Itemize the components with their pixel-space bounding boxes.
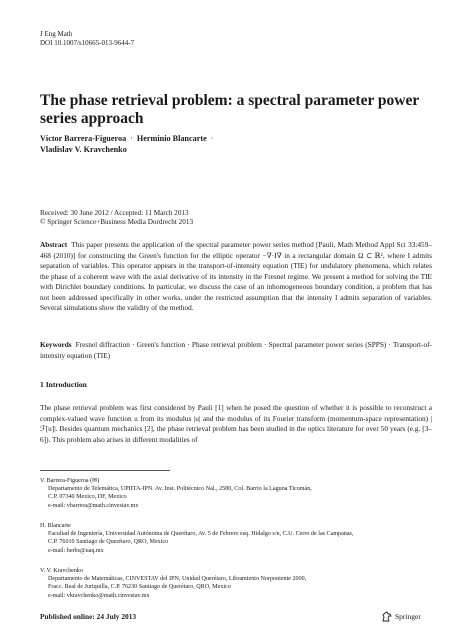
keywords-text: Fresnel diffraction · Green's function · Phase retrieval problem · Spectral parameter power series (SPPS) · Transport-of-intensity equation (TIE) — [40, 340, 432, 360]
author-3: Vladislav V. Kravchenko — [40, 145, 127, 154]
affiliation-2 — [40, 522, 440, 555]
doi[interactable]: DOI 10.1007/s10665-013-9644-7 — [40, 39, 135, 47]
affiliation-line: C.P. 07340 Mexico, DF, Mexico — [48, 494, 127, 501]
author-separator: · — [130, 134, 133, 143]
affiliation-email[interactable]: e-mail: herbs@uaq.mx — [48, 547, 104, 554]
abstract-label: Abstract — [40, 240, 68, 249]
affiliation-author: H. Blancarte — [40, 523, 71, 529]
affiliation-email[interactable]: e-mail: vkravchenko@math.cinvestav.mx — [48, 592, 150, 599]
paper-title: The phase retrieval problem: a spectral parameter power series approach — [40, 92, 419, 127]
author-1: Víctor Barrera-Figueroa — [40, 134, 127, 143]
affiliation-1 — [40, 477, 440, 510]
publisher-name: Springer — [395, 611, 421, 621]
keywords — [40, 340, 432, 361]
keywords-label: Keywords — [40, 340, 72, 349]
author-list — [40, 133, 430, 155]
affiliation-email[interactable]: e-mail: vbarrera@math.cinvestav.mx — [48, 502, 139, 509]
springer-horse-icon — [381, 611, 392, 622]
affiliation-line: Departamento de Telemática, UPIITA-IPN. Av. Inst. Politécnico Nal., 2580, Col. Barrio la Laguna Ticomán, — [48, 486, 312, 493]
affiliation-line: C.P. 76010 Santiago de Querétaro, QRO, Mexico — [48, 539, 169, 546]
author-2: Herminio Blancarte — [136, 134, 207, 143]
affiliation-author: V. Barrera-Figueroa (✉) — [40, 478, 100, 484]
publisher-logo — [381, 610, 421, 622]
affiliation-3 — [40, 567, 440, 600]
affiliation-line: Fracc. Real de Juriquilla, C.P. 76230 Santiago de Querétaro, QRO, Mexico — [48, 584, 231, 591]
journal-header — [40, 30, 134, 48]
abstract-text: This paper presents the application of the spectral parameter power series method [Pauli, Math Method Appl Sci 33:459–468 (2010)] for constructing the Green's function for the elliptic operator −∇·I∇ in a rectangular domain Ω ⊂ ℝ², where I admits separation of variables. This operator appears in the transport-of-intensity equation (TIE) for undulatory phenomena, which relates the phase of a coherent wave with the axial derivative of its intensity in the Fresnel regime. We present a method for solving the TIE with Dirichlet boundary conditions. In particular, we discuss the case of an inhomogeneous boundary condition, a problem that has not been addressed specifically in other works, under the restricted assumption that the intensity I admits separation of variables. Several simulations show the validity of the method. — [40, 240, 432, 312]
copyright-line: © Springer Science+Business Media Dordrecht 2013 — [40, 218, 194, 226]
published-online: Published online: 24 July 2013 — [40, 612, 137, 621]
section-heading: 1 Introduction — [40, 380, 87, 389]
affiliation-line: Facultad de Ingeniería, Universidad Autónoma de Querétaro, Av. 5 de Febrero esq. Hidalgo s/n, C.U. Cerro de las Campanas, — [48, 531, 354, 538]
received-accepted: Received: 30 June 2012 / Accepted: 11 March 2013 — [40, 209, 189, 217]
abstract — [40, 240, 432, 314]
footnote-rule — [40, 470, 170, 471]
journal-name: J Eng Math — [40, 30, 73, 38]
introduction-paragraph: The phase retrieval problem was first considered by Pauli [1] when he posed the question of whether it is possible to reconstruct a complex-valued wave function u from its modulus |u| and the modulus of its Fourier transform (momentum-space representation) |ℱ[u]|. Besides quantum mechanics [2], the phase retrieval problem has been studied in the optics literature for over 50 years (e.g. [3–6]). This problem also arises in different modalities of — [40, 403, 432, 444]
author-separator: · — [210, 134, 214, 143]
article-dates — [40, 209, 430, 227]
affiliation-line: Departamento de Matemáticas, CINVESTAV del IPN, Unidad Querétaro, Libramiento Norponiente 2000, — [48, 576, 307, 583]
affiliation-author: V. V. Kravchenko — [40, 568, 83, 574]
